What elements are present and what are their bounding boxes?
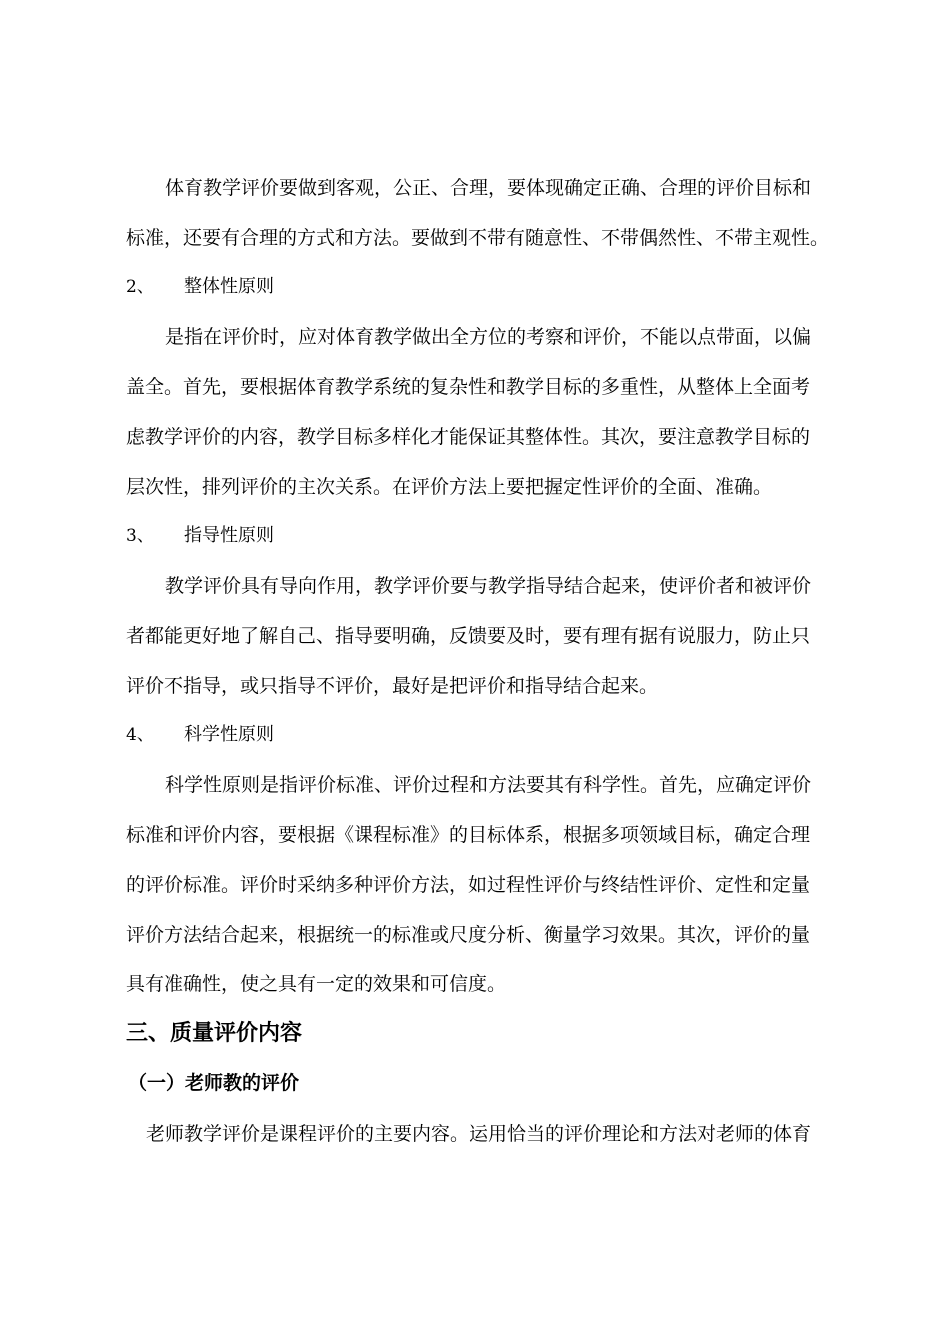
paragraph-2-line-4: 层次性，排列评价的主次关系。在评价方法上要把握定性评价的全面、准确。 [126,476,773,498]
paragraph-5-line-1: 老师教学评价是课程评价的主要内容。运用恰当的评价理论和方法对老师的体育 [146,1123,812,1145]
paragraph-4-line-5: 具有准确性，使之具有一定的效果和可信度。 [126,973,507,995]
paragraph-3-line-3: 评价不指导，或只指导不评价，最好是把评价和指导结合起来。 [126,675,659,697]
paragraph-2-line-1: 是指在评价时，应对体育教学做出全方位的考察和评价，不能以点带面，以偏 [165,326,812,348]
list-item-4 [126,722,274,748]
section-3-heading: 三、质量评价内容 [126,1021,303,1046]
paragraph-3-line-1: 教学评价具有导向作用，教学评价要与教学指导结合起来，使评价者和被评价 [165,575,812,597]
paragraph-4-line-3: 的评价标准。评价时采纳多种评价方法，如过程性评价与终结性评价、定性和定量 [126,874,811,896]
paragraph-2-line-3: 虑教学评价的内容，教学目标多样化才能保证其整体性。其次，要注意教学目标的 [126,426,811,448]
paragraph-1-line-1: 体育教学评价要做到客观，公正、合理，要体现确定正确、合理的评价目标和 [165,177,812,199]
list-item-2 [126,274,274,300]
list-item-3 [126,523,274,549]
paragraph-4-line-4: 评价方法结合起来，根据统一的标准或尺度分析、衡量学习效果。其次，评价的量 [126,924,811,946]
list-item-2-title: 整体性原则 [184,276,274,297]
paragraph-4-line-2: 标准和评价内容，要根据《课程标准》的目标体系，根据多项领域目标，确定合理 [126,824,811,846]
paragraph-4-line-1: 科学性原则是指评价标准、评价过程和方法要其有科学性。首先，应确定评价 [165,774,812,796]
paragraph-3-line-2: 者都能更好地了解自己、指导要明确，反馈要及时，要有理有据有说服力，防止只 [126,625,811,647]
list-item-4-title: 科学性原则 [184,724,274,745]
paragraph-1-line-2: 标准，还要有合理的方式和方法。要做到不带有随意性、不带偶然性、不带主观性。 [126,227,830,249]
list-item-2-number: 2、 [126,277,154,297]
list-item-3-title: 指导性原则 [184,525,274,546]
list-item-4-number: 4、 [126,725,154,745]
subsection-1-heading: （一）老师教的评价 [128,1072,300,1094]
paragraph-2-line-2: 盖全。首先，要根据体育教学系统的复杂性和教学目标的多重性，从整体上全面考 [126,376,811,398]
list-item-3-number: 3、 [126,526,154,546]
